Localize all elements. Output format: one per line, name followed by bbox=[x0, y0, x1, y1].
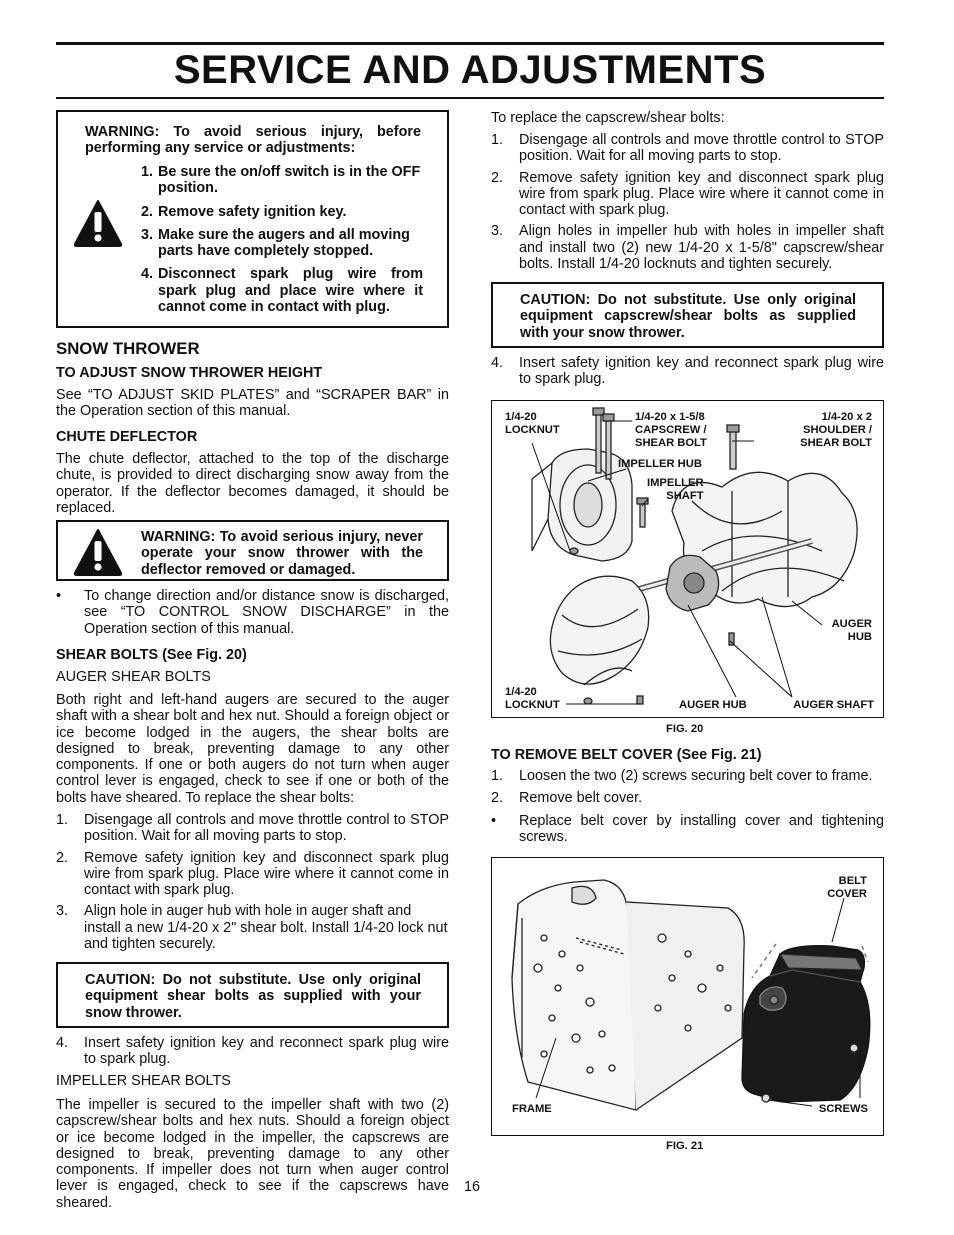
figure-21-caption: FIG. 21 bbox=[666, 1140, 704, 1152]
warning-box-service bbox=[56, 110, 449, 328]
step-item: 3. Align holes in impeller hub with holes in impeller shaft and install two (2) new 1/4-20 x 1-5/8" capscrew/shear bolts. Install 1/4-20 locknuts and tighten securely. bbox=[491, 223, 884, 273]
label-impeller-hub: IMPELLER HUB bbox=[618, 458, 702, 470]
step-item: 4. Insert safety ignition key and reconnect spark plug wire to spark plug. bbox=[56, 1035, 449, 1068]
warning-box-deflector bbox=[56, 520, 449, 581]
label-frame: FRAME bbox=[512, 1103, 552, 1115]
label-locknut-bottom: 1/4-20 LOCKNUT bbox=[505, 686, 560, 711]
figure-21 bbox=[491, 857, 884, 1136]
caution-capscrew-text: CAUTION: Do not substitute. Use only original equipment capscrew/shear bolts as supplied with your snow thrower. bbox=[520, 292, 856, 341]
warning-icon bbox=[72, 527, 124, 577]
capscrew-steps bbox=[491, 132, 884, 272]
step-item: 2. Remove safety ignition key and disconnect spark plug wire from spark plug. Place wire where it cannot come in contact with spark plug. bbox=[56, 849, 449, 899]
label-belt-cover: BELT COVER bbox=[827, 875, 867, 900]
warning-step: 2. Remove safety ignition key. bbox=[141, 203, 347, 220]
section-heading-snow-thrower: SNOW THROWER bbox=[56, 339, 200, 358]
caution-box-capscrew bbox=[491, 282, 884, 348]
title-rule bbox=[56, 97, 884, 99]
impeller-text: The impeller is secured to the impeller shaft with two (2) capscrew/shear bolts and hex nuts. Should a foreign object or ice become lodged in the impeller, the capscrews are designed to break, preventing damage to any other components. If impeller does not turn when auger control lever is engaged, check to see if the capscrews have sheared. bbox=[56, 1097, 449, 1211]
page-number: 16 bbox=[464, 1179, 481, 1195]
heading-chute-deflector: CHUTE DEFLECTOR bbox=[56, 429, 198, 445]
warning-steps bbox=[141, 164, 423, 315]
step-item: 3. Align hole in auger hub with hole in auger shaft and install a new 1/4-20 x 2" shear bolt. Install 1/4-20 lock nut and tighten securely. bbox=[56, 903, 448, 953]
step-item: 1. Disengage all controls and move throttle control to STOP position. Wait for all moving parts to stop. bbox=[56, 812, 449, 845]
label-auger-shaft: AUGER SHAFT bbox=[793, 699, 874, 711]
heading-shear-bolts: SHEAR BOLTS (See Fig. 20) bbox=[56, 647, 247, 663]
step-item: 4. Insert safety ignition key and reconnect spark plug wire to spark plug. bbox=[491, 355, 884, 388]
capscrew-intro: To replace the capscrew/shear bolts: bbox=[491, 110, 725, 126]
auger-steps bbox=[56, 812, 449, 952]
step-item: 2. Remove safety ignition key and disconnect spark plug wire from spark plug. Place wire where it cannot come in contact with spark plug. bbox=[491, 169, 884, 219]
page-title: SERVICE AND ADJUSTMENTS bbox=[173, 48, 767, 92]
label-auger-hub-bottom: AUGER HUB bbox=[679, 699, 747, 711]
auger-step-4 bbox=[56, 1035, 449, 1068]
heading-remove-belt-cover: TO REMOVE BELT COVER (See Fig. 21) bbox=[491, 747, 762, 763]
step-item: 2. Remove belt cover. bbox=[491, 790, 643, 807]
chute-text: The chute deflector, attached to the top of the discharge chute, is provided to direct discharging snow away from the operator. If the deflector becomes damaged, it should be replaced. bbox=[56, 451, 449, 516]
adjust-height-text: See “TO ADJUST SKID PLATES” and “SCRAPER BAR” in the Operation section of this manual. bbox=[56, 387, 449, 420]
warning-intro: WARNING: To avoid serious injury, before performing any service or adjustments: bbox=[85, 124, 421, 157]
auger-text: Both right and left-hand augers are secured to the auger shaft with a shear bolt and hex nut. Should a foreign object or ice become lodged in the augers, the shear bolts are designed to break, preventing damage to any other components. If one or both augers do not turn when auger control lever is engaged, check to see if one or both of the bolts have sheared. To replace the shear bolts: bbox=[56, 692, 449, 806]
warning-step: 1. Be sure the on/off switch is in the OFF position. bbox=[141, 164, 421, 197]
warning-deflector-text: WARNING: To avoid serious injury, never operate your snow thrower with the deflector removed or damaged. bbox=[141, 529, 423, 578]
warning-icon bbox=[72, 198, 124, 248]
label-impeller-shaft: IMPELLER SHAFT bbox=[647, 477, 704, 502]
figure-20-caption: FIG. 20 bbox=[666, 723, 704, 735]
label-screws: SCREWS bbox=[818, 1103, 868, 1115]
step-item: 1. Disengage all controls and move throttle control to STOP position. Wait for all moving parts to stop. bbox=[491, 132, 884, 165]
label-shoulder-bolt: 1/4-20 x 2 SHOULDER / SHEAR BOLT bbox=[800, 411, 872, 449]
belt-cover-drawing bbox=[492, 858, 882, 1134]
step-item: • Replace belt cover by installing cover and tightening screws. bbox=[491, 812, 884, 845]
warning-step: 4. Disconnect spark plug wire from spark plug and place wire where it cannot come in contact with plug. bbox=[141, 266, 423, 316]
subheading-impeller-shear-bolts: IMPELLER SHEAR BOLTS bbox=[56, 1073, 231, 1089]
subheading-auger-shear-bolts: AUGER SHEAR BOLTS bbox=[56, 669, 211, 685]
label-capscrew: 1/4-20 x 1-5/8 CAPSCREW / SHEAR BOLT bbox=[635, 411, 707, 449]
capscrew-step-4 bbox=[491, 355, 884, 388]
label-auger-hub-right: AUGER HUB bbox=[831, 618, 872, 643]
top-rule bbox=[56, 42, 884, 45]
belt-steps bbox=[491, 768, 884, 845]
caution-auger-text: CAUTION: Do not substitute. Use only original equipment shear bolts as supplied with your snow thrower. bbox=[85, 972, 421, 1021]
caution-box-auger bbox=[56, 962, 449, 1028]
warning-step: 3. Make sure the augers and all moving parts have completely stopped. bbox=[141, 226, 410, 260]
step-item: 1. Loosen the two (2) screws securing belt cover to frame. bbox=[491, 768, 873, 784]
label-locknut-top: 1/4-20 LOCKNUT bbox=[505, 411, 560, 436]
heading-adjust-height: TO ADJUST SNOW THROWER HEIGHT bbox=[56, 365, 323, 381]
figure-20 bbox=[491, 400, 884, 718]
